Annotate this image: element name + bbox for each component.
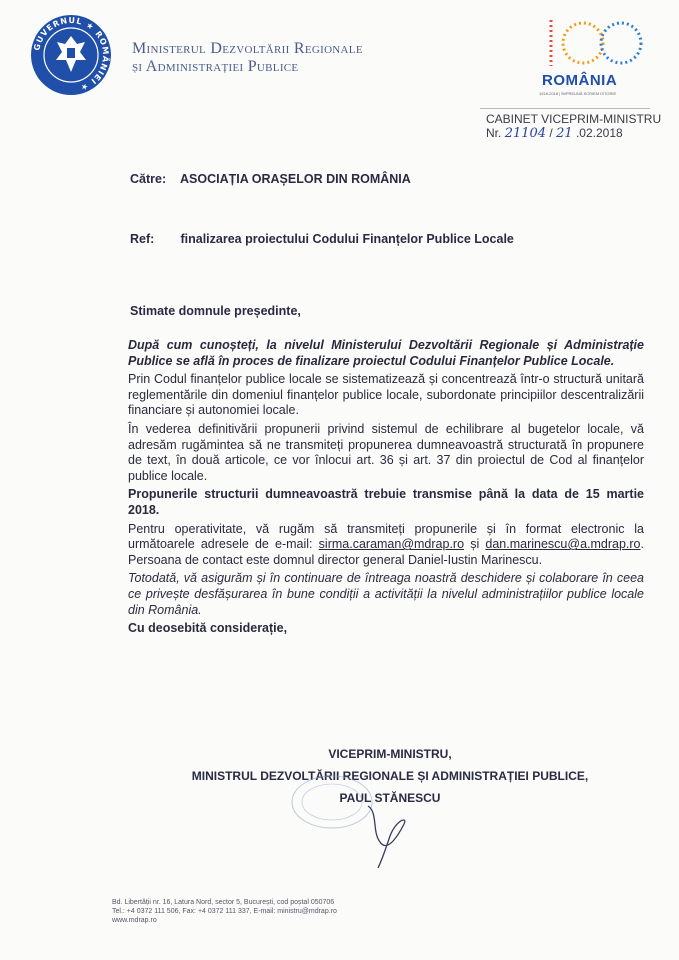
centenar-subtitle: 1918-2018 | ÎMPREUNĂ SCRIEM ISTORIE [539,91,617,96]
paragraph-2: Prin Codul finanțelor publice locale se sistematizează și concentrează într-o structură unitară reglementările din domeniul finanțelor publice locale, subordonate principiilor descentralizării financiare și autonomiei locale. [128,372,644,418]
ministry-header [132,40,363,76]
paragraph-5 [128,522,644,569]
paragraph-1: După cum cunoșteți, la nivelul Ministerului Dezvoltării Regionale și Administrație Publice se află în proces de finalizare proiectul Codului Finanțelor Publice Locale. [128,338,644,368]
reference-label: Ref: [130,232,155,246]
signature-title: VICEPRIM-MINISTRU, [328,747,452,761]
handwritten-signature [360,802,420,872]
day-handwritten: 21 [556,126,573,141]
reference-line [130,232,514,246]
nr-handwritten: 21104 [504,126,547,141]
paragraph-3: În vederea definitivării propunerii privind sistemul de echilibrare al bugetelor locale, vă adresăm rugămintea să ne transmiteți propunerea dumneavoastră structurată în propunere de text, în două articole, ce vor înlocui art. 36 și art. 37 din proiectul de Cod al finanțelor publice locale. [128,421,644,483]
footer-line-2: Tel.: +4 0372 111 506, Fax: +4 0372 111 337, E-mail: ministru@mdrap.ro [112,908,337,915]
svg-text:GUVERNUL ★ ROMÂNIEI ★: GUVERNUL ★ ROMÂNIEI ★ [32,15,111,93]
nr-label: Nr. [486,126,502,140]
header-divider [480,108,650,109]
registry-number: Nr. 21104 / 21 .02.2018 [486,126,623,141]
email-link-1[interactable]: sirma.caraman@mdrap.ro [318,537,465,552]
centenar-country: ROMÂNIA [542,72,618,89]
signature-name: PAUL STĂNESCU [339,791,441,805]
footer-address [112,898,337,925]
paragraph-6: Totodată, vă asigurăm și în continuare de întreaga noastră deschidere și colaborare în ceea ce privește desfășurarea în bune condiții a activității la nivelul administrațiilor publice locale din România. [128,571,644,617]
footer-line-1: Bd. Libertății nr. 16, Latura Nord, sector 5, București, cod poștal 050706 [112,899,335,906]
closing: Cu deosebită considerație, [128,621,288,636]
recipient-label: Către: [130,172,167,186]
recipient-value: ASOCIAȚIA ORAȘELOR DIN ROMÂNIA [180,172,411,186]
government-seal-logo [30,14,112,96]
letter-body [128,338,644,640]
ministry-name-line2: și Administrației Publice [132,58,299,75]
paragraph-5-text-a: Pentru operativitate, vă rugăm să transmiteți propunerile și în format electronic la următoarele adresele de e-mail: [128,521,644,552]
recipient-line [130,172,411,186]
cabinet-label: CABINET VICEPRIM-MINISTRU [486,112,662,126]
footer-website: www.mdrap.ro [112,917,157,924]
centenar-100-icon [537,14,647,74]
paragraph-5-text-b: și [464,537,486,552]
signature-ministry: MINISTRUL DEZVOLTĂRII REGIONALE ȘI ADMINISTRAȚIEI PUBLICE, [191,769,589,783]
centenar-logo [537,14,647,104]
paragraph-4: Propunerile structurii dumneavoastră trebuie transmise până la data de 15 martie 2018. [128,487,644,517]
paragraph-5-text-c: . Persoana de contact este domnul director general Daniel-Iustin Marinescu. [128,537,644,567]
date-suffix: .02.2018 [575,126,623,140]
reference-value: finalizarea proiectului Codului Finanțelor Publice Locale [180,232,514,246]
email-link-2[interactable]: dan.marinescu@a.mdrap.ro [485,537,641,552]
salutation: Stimate domnule președinte, [130,304,301,318]
ministry-name-line1: Ministerul Dezvoltării Regionale [132,40,363,57]
